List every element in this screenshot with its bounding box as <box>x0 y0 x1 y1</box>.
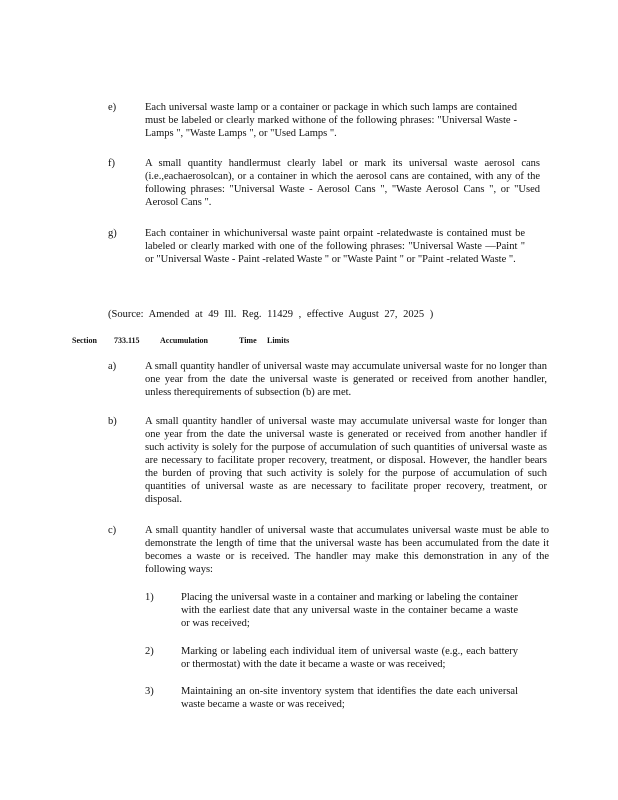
section-title-accumulation: Accumulation <box>160 336 208 345</box>
subsection-c-label: c) <box>108 525 117 536</box>
subsection-c2-text: Marking or labeling each individual item of universal waste (e.g., each battery or thermostat) with the date it became a waste or was received; <box>181 646 518 670</box>
subsection-g-label: g) <box>108 228 117 239</box>
subsection-c1-label: 1) <box>145 592 154 603</box>
subsection-c3-text: Maintaining an on-site inventory system that identifies the date each universal waste became a waste or was received; <box>181 686 518 710</box>
source-note: (Source: Amended at 49 Ill. Reg. 11429 , effective August 27, 2025 ) <box>108 309 434 320</box>
subsection-a-label: a) <box>108 361 117 372</box>
section-word: Section <box>72 336 97 345</box>
subsection-a-text: A small quantity handler of universal waste may accumulate universal waste for no longer than one year from the date the universal waste is generated or received from another handler, unless therequirements of subsection (b) are met. <box>145 361 547 398</box>
subsection-f-label: f) <box>108 158 115 169</box>
subsection-f-text: A small quantity handlermust clearly label or mark its universal waste aerosol cans (i.e.,eachaerosolcan), or a container in which the aerosol cans are contained, with any of the following phrases: "Universal Waste - Aerosol Cans ", "Waste Aerosol Cans ", or "Used Aerosol Cans ". <box>145 158 540 208</box>
section-heading <box>72 336 289 345</box>
subsection-c-text: A small quantity handler of universal waste that accumulates universal waste must be able to demonstrate the length of time that the universal waste has been accumulated from the date it becomes a waste or is received. The handler may make this demonstration in any of the following ways: <box>145 525 549 575</box>
subsection-e-label: e) <box>108 102 117 113</box>
subsection-b-text: A small quantity handler of universal waste may accumulate universal waste for longer than one year from the date the universal waste is generated or received from another handler if such activity is solely for the purpose of accumulation of such quantities of universal waste as are necessary to facilitate proper recovery, treatment, or disposal. However, the handler bears the burden of proving that such activity is solely for the purpose of accumulation of such quantities of universal waste as are necessary to facilitate proper recovery, treatment, or disposal. <box>145 416 547 505</box>
section-title-time: Time <box>239 336 257 345</box>
section-title-limits: Limits <box>267 336 290 345</box>
subsection-c2-label: 2) <box>145 646 154 657</box>
section-number: 733.115 <box>114 336 140 345</box>
subsection-b-label: b) <box>108 416 117 427</box>
subsection-c3-label: 3) <box>145 686 154 697</box>
subsection-g-text: Each container in whichuniversal waste paint orpaint -relatedwaste is contained must be labeled or clearly marked with one of the following phrases: "Universal Waste —Paint " or "Universal Waste - Paint -related Waste " or "Waste Paint " or "Paint -related Waste ". <box>145 228 525 265</box>
subsection-c1-text: Placing the universal waste in a container and marking or labeling the container with the earliest date that any universal waste in the container became a waste or was received; <box>181 592 518 629</box>
subsection-e-text: Each universal waste lamp or a container or package in which such lamps are contained must be labeled or clearly marked withone of the following phrases: "Universal Waste - Lamps ", "Waste Lamps ", or "Used Lamps ". <box>145 102 517 139</box>
